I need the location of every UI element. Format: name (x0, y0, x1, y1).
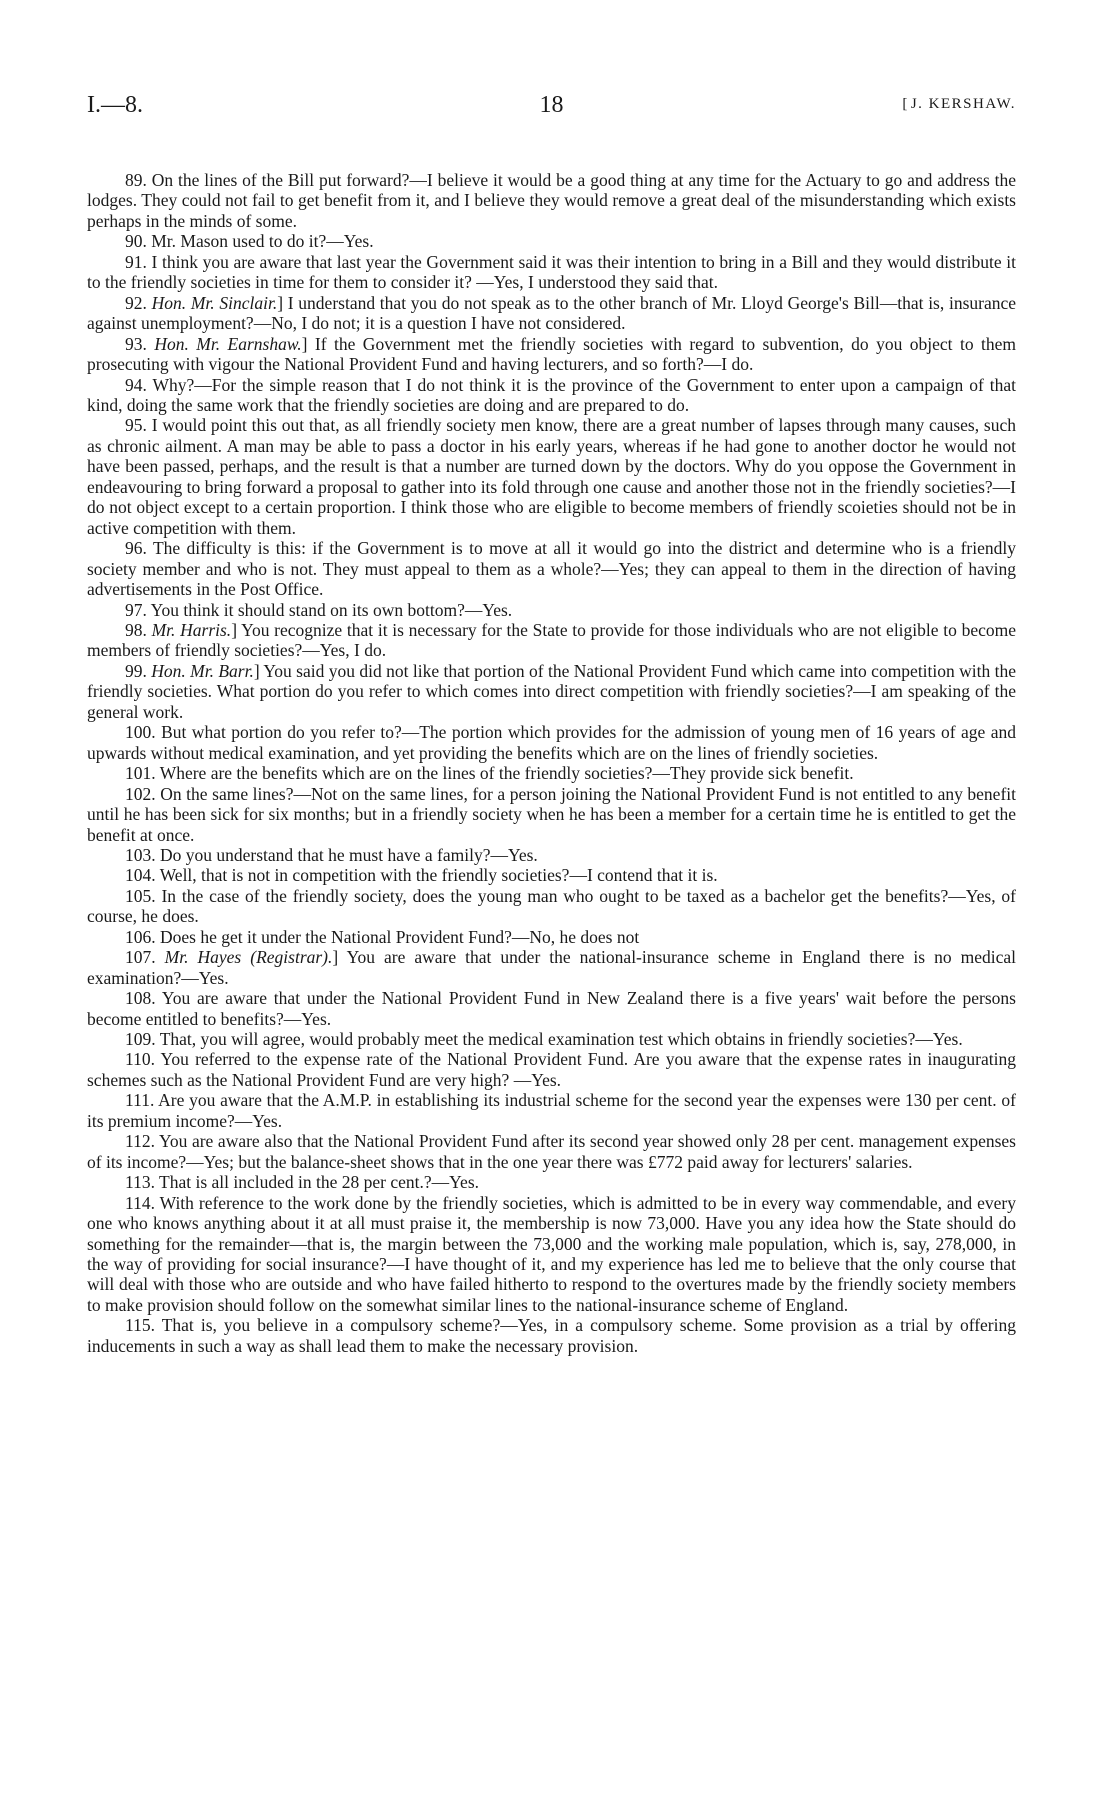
question-paragraph (87, 538, 1016, 599)
question-number: 96. (125, 538, 147, 559)
question-number: 109. (125, 1029, 156, 1050)
question-paragraph (87, 1315, 1016, 1356)
page-header (87, 92, 1016, 132)
question-paragraph (87, 845, 1016, 865)
question-answer-text: I think you are aware that last year the Government said it was their intention to bring in a Bill and they would distribute it to the friendly societies in time for them to consider it? —Yes, I understood they said that. (87, 251, 1016, 293)
question-answer-text: You recognize that it is necessary for the State to provide for those individuals who are not eligible to become members of friendly societies?—Yes, I do. (87, 619, 1016, 661)
question-number: 91. (125, 251, 147, 272)
question-number: 115. (125, 1315, 155, 1336)
question-answer-text: You think it should stand on its own bottom?—Yes. (150, 599, 513, 620)
question-number: 89. (125, 170, 147, 190)
question-number: 103. (125, 844, 156, 865)
question-answer-text: Do you understand that he must have a family?—Yes. (160, 844, 538, 865)
question-paragraph (87, 1029, 1016, 1049)
question-answer-text: I understand that you do not speak as to the other branch of Mr. Lloyd George's Bill—that is, insurance against unemployment?—No, I do not; it is a question I have not considered. (87, 292, 1017, 334)
question-paragraph (87, 231, 1016, 251)
question-number: 90. (125, 231, 147, 252)
question-paragraph: 99. Hon. Mr. Barr.] You said you did not like that portion of the National Provident Fund which came into competition with the friendly societies. What portion do you refer to which comes into direct competition with friendly societies?—I am speaking of the general work. (87, 660, 1017, 722)
question-answer-text: On the same lines?—Not on the same lines, for a person joining the National Provident Fund is not entitled to any benefit until he has been sick for six months; but in a friendly society when he has been a member for a certain time he is entitled to get the benefit at once. (87, 783, 1017, 845)
question-answer-text: Does he get it under the National Provident Fund?—No, he does not (160, 926, 640, 947)
question-number: 113. (125, 1172, 155, 1193)
question-number: 94. (125, 374, 147, 395)
question-paragraph (87, 1049, 1016, 1090)
question-answer-text: In the case of the friendly society, does the young man who ought to be taxed as a bachelor get the benefits?—Yes, of course, he does. (87, 885, 1016, 927)
paper-reference: I.—8. (87, 92, 143, 118)
witness-name: [ J. KERSHAW. (902, 96, 1016, 113)
question-answer-text: But what portion do you refer to?—The portion which provides for the admission of young men of 16 years of age and upwards without medical examination, and yet providing the benefits which are on the lines of friendly societies. (87, 722, 1017, 763)
question-number: 101. (125, 763, 156, 784)
question-paragraph (87, 1172, 1016, 1192)
question-number: 110. (125, 1049, 155, 1070)
question-number: 97. (125, 599, 147, 620)
question-paragraph (87, 252, 1016, 293)
question-paragraph: 98. Mr. Harris.] You recognize that it is necessary for the State to provide for those individuals who are not eligible to become members of friendly societies?—Yes, I do. (87, 619, 1016, 661)
question-answer-text: You are aware that under the national-insurance scheme in England there is no medical examination?—Yes. (87, 947, 1016, 988)
question-number: 105. (125, 885, 156, 906)
question-answer-text: You referred to the expense rate of the National Provident Fund. Are you aware that the expense rates in inaugurating schemes such as the National Provident Fund are very high? —Yes. (87, 1049, 1016, 1090)
question-paragraph (87, 415, 1016, 538)
question-paragraph (87, 1193, 1016, 1316)
speaker-name: Mr. Harris. (151, 619, 232, 640)
question-answer-text: Well, that is not in competition with the friendly societies?—I contend that it is. (159, 865, 718, 886)
question-answer-text: If the Government met the friendly societies with regard to subvention, do you object to them prosecuting with vigour the National Provident Fund and having lecturers, and so forth?—I do. (87, 333, 1017, 375)
question-answer-text: You are aware also that the National Provident Fund after its second year showed only 28 per cent. management expenses of its income?—Yes; but the balance-sheet shows that in the one year there was £772 paid away for lecturers' salaries. (87, 1131, 1016, 1172)
question-number: 108. (125, 988, 156, 1009)
question-number: 99. (125, 660, 147, 681)
question-answer-text: With reference to the work done by the friendly societies, which is admitted to be in every way commendable, and every one who knows anything about it at all must praise it, the membership is now 73,000. Have you any idea how the State should do something for the remainder—that is, the margin between the 73,000 and the working male population, which is, say, 278,000, in the way of providing for social insurance?—I have thought of it, and my experience has led me to believe that the only course that will deal with those who are outside and who have failed hitherto to respond to the overtures made by the friendly society members to make provision should follow on the somewhat similar lines to the national-insurance scheme of England. (87, 1192, 1016, 1315)
question-paragraph (87, 170, 1016, 231)
question-number: 111. (125, 1090, 155, 1111)
question-paragraph: 92. Hon. Mr. Sinclair.] I understand that you do not speak as to the other branch of Mr. Lloyd George's Bill—that is, insurance against unemployment?—No, I do not; it is a question I have not considered. (87, 292, 1017, 334)
question-paragraph (87, 600, 1016, 620)
question-number: 102. (125, 783, 156, 804)
evidence-body (87, 170, 1016, 1356)
question-number: 106. (125, 926, 156, 947)
question-paragraph (87, 927, 1016, 947)
question-answer-text: That is all included in the 28 per cent.?—Yes. (159, 1172, 480, 1193)
question-answer-text: On the lines of the Bill put forward?—I believe it would be a good thing at any time for the Actuary to go and address the lodges. They could not fail to get benefit from it, and I believe they would remove a great deal of the misunderstanding which exists perhaps in the minds of some. (87, 170, 1017, 231)
speaker-name: Hon. Mr. Sinclair. (151, 292, 278, 313)
speaker-name: Mr. Hayes (Registrar). (164, 947, 333, 968)
question-paragraph (87, 763, 1016, 783)
question-number: 98. (125, 619, 147, 640)
question-answer-text: Where are the benefits which are on the lines of the friendly societies?—They provide sick benefit. (159, 763, 854, 784)
speaker-name: Hon. Mr. Barr. (151, 660, 254, 681)
question-answer-text: That, you will agree, would probably meet the medical examination test which obtains in friendly societies?—Yes. (159, 1029, 963, 1050)
question-answer-text: The difficulty is this: if the Government is to move at all it would go into the district and determine who is a friendly society member and who is not. They must appeal to them as a whole?—Yes; they can appeal to them in the direction of having advertisements in the Post Office. (87, 538, 1016, 600)
question-paragraph: 93. Hon. Mr. Earnshaw.] If the Government met the friendly societies with regard to subvention, do you object to them prosecuting with vigour the National Provident Fund and having lecturers, and so forth?—I do. (87, 333, 1017, 375)
question-paragraph (87, 784, 1016, 845)
question-paragraph (87, 886, 1016, 927)
question-paragraph (87, 375, 1016, 416)
question-answer-text: Mr. Mason used to do it?—Yes. (151, 231, 374, 252)
question-number: 112. (125, 1131, 155, 1152)
question-number: 93. (125, 333, 147, 354)
question-answer-text: That is, you believe in a compulsory scheme?—Yes, in a compulsory scheme. Some provision as a trial by offering inducements in such a way as shall lead them to make the necessary provision. (87, 1315, 1016, 1356)
question-paragraph (87, 1131, 1016, 1172)
page-number: 18 (539, 92, 564, 118)
question-number: 107. (125, 947, 156, 968)
question-number: 104. (125, 865, 156, 886)
question-number: 114. (125, 1192, 155, 1213)
question-paragraph (87, 988, 1016, 1029)
question-paragraph (87, 865, 1016, 885)
question-paragraph (87, 722, 1016, 763)
question-paragraph: 107. Mr. Hayes (Registrar).] You are aware that under the national-insurance scheme in England there is no medical examination?—Yes. (87, 947, 1016, 988)
question-number: 95. (125, 415, 147, 436)
question-answer-text: You said you did not like that portion of the National Provident Fund which came into competition with the friendly societies. What portion do you refer to which comes into direct competition with friendly societies?—I am speaking of the general work. (87, 660, 1017, 722)
question-answer-text: I would point this out that, as all friendly society men know, there are a great number of lapses through many causes, such as chronic ailment. A man may be able to pass a doctor in his early years, whereas if he had gone to another doctor he would not have been passed, perhaps, and the result is that a number are turned down by the doctors. Why do you oppose the Government in endeavouring to bring forward a proposal to gather into its fold through one cause and another those not in the friendly societies?—I do not object except to a certain proportion. I think those who are eligible to become members of friendly scoieties should not be in active competition with them. (87, 415, 1016, 538)
question-number: 92. (125, 292, 147, 313)
question-answer-text: Why?—For the simple reason that I do not think it is the province of the Government to enter upon a campaign of that kind, doing the same work that the friendly societies are doing and are prepared to do. (87, 374, 1016, 415)
question-answer-text: Are you aware that the A.M.P. in establishing its industrial scheme for the second year the expenses were 130 per cent. of its premium income?—Yes. (87, 1090, 1016, 1131)
question-answer-text: You are aware that under the National Provident Fund in New Zealand there is a five years' wait before the persons become entitled to benefits?—Yes. (87, 988, 1016, 1029)
question-number: 100. (125, 722, 156, 743)
speaker-name: Hon. Mr. Earnshaw. (154, 333, 302, 354)
question-paragraph (87, 1090, 1016, 1131)
